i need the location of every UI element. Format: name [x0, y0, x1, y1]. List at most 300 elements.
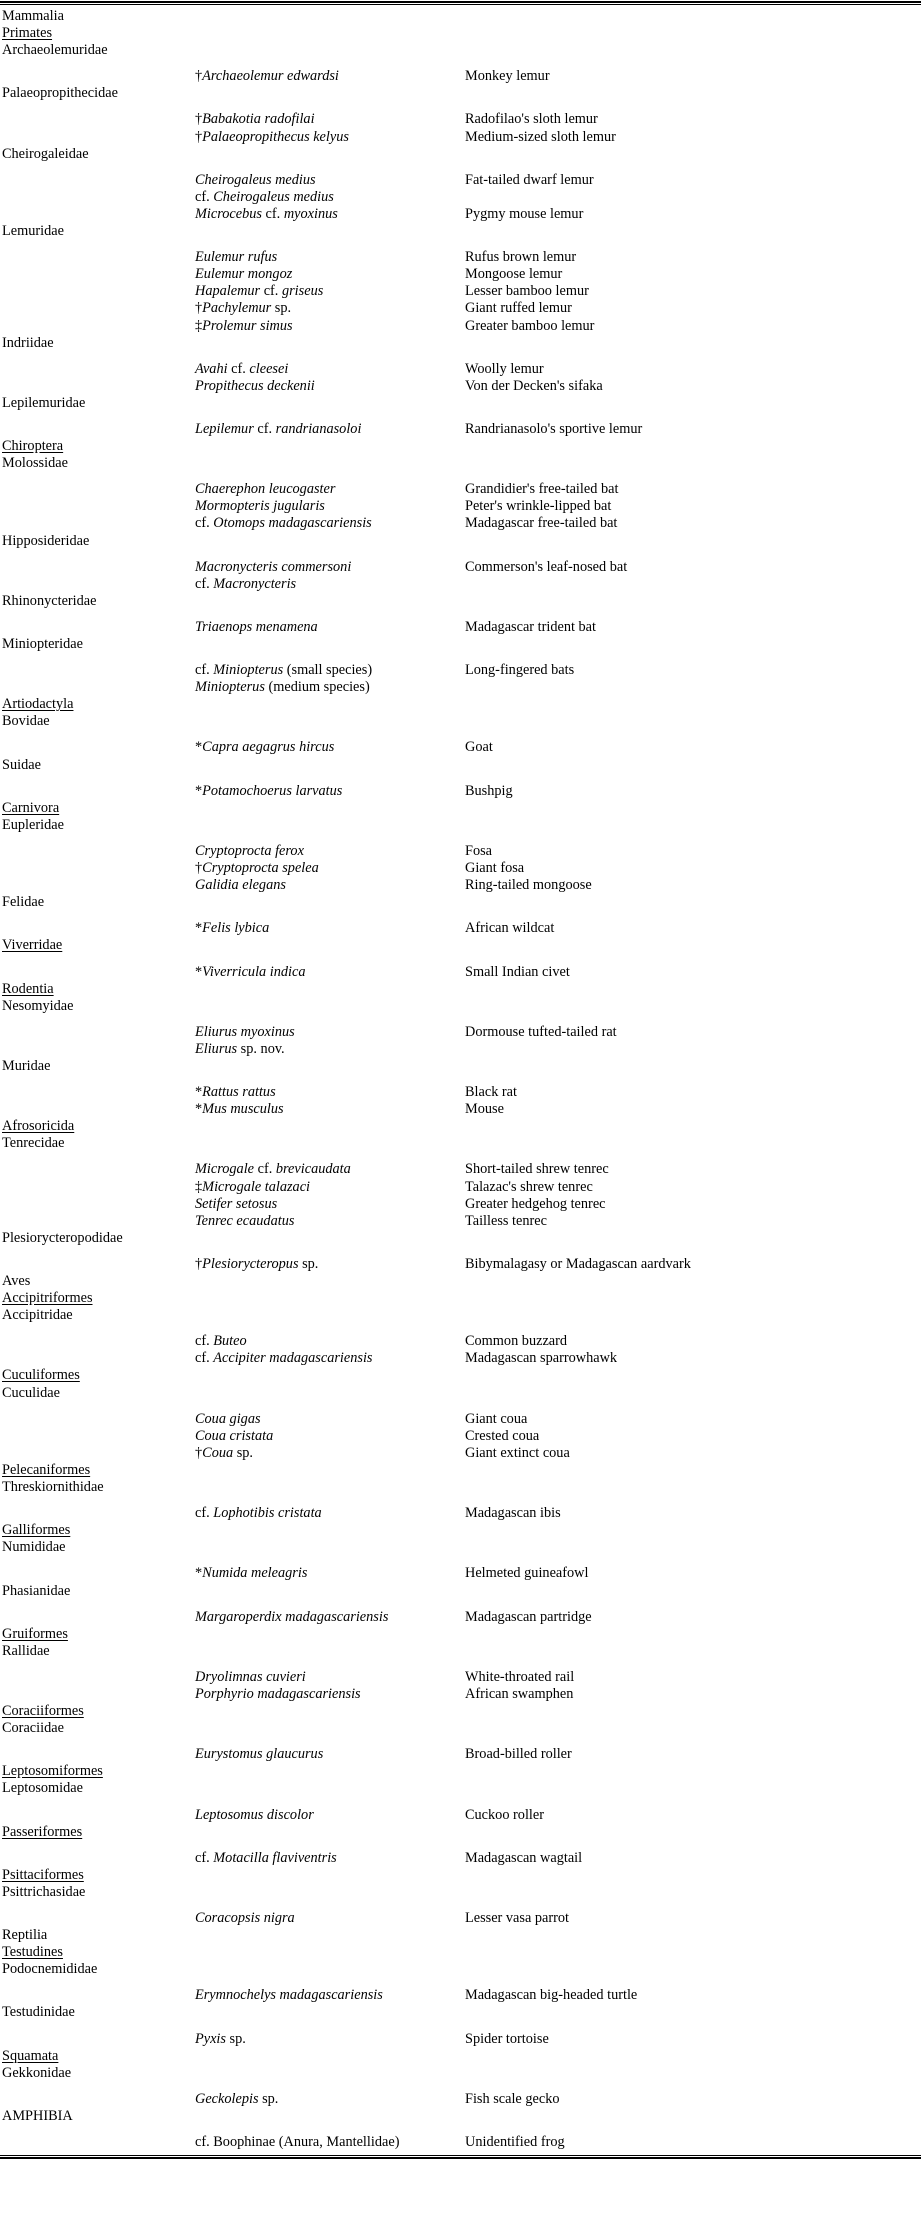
table-row-order [0, 1367, 921, 1384]
row-spacer [0, 653, 921, 662]
taxon-name [195, 739, 334, 756]
taxon-scientific-name: Lophotibis cristata [213, 1505, 322, 1522]
taxon-name [195, 783, 342, 800]
common-name: Monkey lemur [465, 68, 550, 85]
taxon-scientific-name: Macronycteris [213, 575, 297, 592]
table-row-class [0, 8, 921, 25]
family-name: Psittrichasidae [2, 1883, 86, 1900]
taxon-scientific-name: Archaeolemur edwardsi [202, 68, 339, 85]
taxon-name [195, 1333, 247, 1350]
taxon-name [195, 481, 335, 498]
order-name: Pelecaniformes [2, 1461, 91, 1478]
table-row-order [0, 800, 921, 817]
taxon-name [195, 1196, 277, 1213]
taxon-status-marker: ‡ [195, 1178, 203, 1195]
table-row-order [0, 1626, 921, 1643]
taxon-qualifier-mid: cf. [253, 420, 276, 437]
table-row-taxon [0, 189, 921, 206]
taxon-name [195, 1084, 276, 1101]
taxon-species-epithet: brevicaudata [275, 1161, 351, 1178]
common-name: White-throated rail [465, 1668, 575, 1685]
table-row-taxon [0, 1850, 921, 1867]
family-name: Muridae [2, 1057, 51, 1074]
family-name: Rallidae [2, 1642, 50, 1659]
order-name: Rodentia [2, 980, 54, 997]
table-row-order [0, 1824, 921, 1841]
family-name: Lemuridae [2, 223, 64, 240]
common-name: Spider tortoise [465, 2030, 549, 2047]
table-row-family [0, 1583, 921, 1600]
row-spacer [0, 610, 921, 619]
common-name: Randrianasolo's sportive lemur [465, 420, 643, 437]
taxon-scientific-name: Chaerephon leucogaster [195, 481, 336, 498]
common-name: Radofilao's sloth lemur [465, 111, 598, 128]
common-name: Grandidier's free-tailed bat [465, 481, 619, 498]
family-name: Rhinonycteridae [2, 592, 97, 609]
common-name: Madagascar free-tailed bat [465, 515, 618, 532]
table-row-family [0, 636, 921, 653]
taxon-qualifier: cf. [195, 1333, 214, 1350]
row-spacer [0, 1152, 921, 1161]
table-row-taxon [0, 1196, 921, 1213]
table-row-order [0, 981, 921, 998]
table-row-taxon [0, 920, 921, 937]
taxon-name [195, 515, 372, 532]
table-row-family [0, 1961, 921, 1978]
taxon-name [195, 2091, 278, 2108]
taxon-scientific-name: Babakotia radofilai [202, 111, 315, 128]
taxon-status-marker: * [195, 963, 203, 980]
row-spacer [0, 1402, 921, 1411]
taxon-scientific-name: Cryptoprocta ferox [195, 842, 304, 859]
taxon-qualifier-mid: cf. [254, 1161, 276, 1178]
row-spacer [0, 102, 921, 111]
table-row-taxon [0, 361, 921, 378]
order-name: Carnivora [2, 799, 60, 816]
family-name: Gekkonidae [2, 2064, 72, 2081]
table-row-taxon [0, 1807, 921, 1824]
order-name: Chiroptera [2, 438, 64, 455]
table-row-taxon [0, 1686, 921, 1703]
table-row-class [0, 1927, 921, 1944]
taxon-scientific-name: Cheirogaleus medius [195, 171, 316, 188]
taxon-name [195, 877, 286, 894]
common-name: Madagascan ibis [465, 1505, 561, 1522]
taxon-scientific-name: Microcebus [195, 205, 262, 222]
common-name: Woolly lemur [465, 360, 544, 377]
table-row-taxon [0, 111, 921, 128]
taxon-status-marker: † [195, 128, 203, 145]
class-name: Aves [2, 1273, 31, 1289]
table-row-taxon [0, 679, 921, 696]
order-name: Viverridae [2, 937, 63, 954]
common-name: Small Indian civet [465, 963, 570, 980]
table-row-order [0, 1290, 921, 1307]
taxon-scientific-name: Accipiter madagascariensis [213, 1350, 373, 1367]
table-row-taxon [0, 1024, 921, 1041]
taxon-name [195, 1041, 285, 1058]
taxon-name [195, 1411, 261, 1428]
taxon-name [195, 1179, 310, 1196]
table-row-family [0, 1135, 921, 1152]
taxon-scientific-name: Dryolimnas cuvieri [195, 1668, 306, 1685]
taxon-status-marker: * [195, 739, 203, 756]
common-name: Fat-tailed dwarf lemur [465, 171, 594, 188]
taxon-suffix: sp. [271, 300, 292, 317]
taxon-scientific-name: Macronycteris commersoni [195, 558, 352, 575]
family-name: Numididae [2, 1539, 66, 1556]
taxon-scientific-name: Motacilla flaviventris [213, 1849, 337, 1866]
table-row-family [0, 42, 921, 59]
common-name: Long-fingered bats [465, 662, 575, 679]
taxon-name [195, 1505, 322, 1522]
order-name: Passeriformes [2, 1823, 83, 1840]
taxon-name [195, 1850, 337, 1867]
taxon-name [195, 1213, 294, 1230]
row-spacer [0, 472, 921, 481]
common-name: Ring-tailed mongoose [465, 877, 592, 894]
common-name: Broad-billed roller [465, 1746, 572, 1763]
common-name: Mongoose lemur [465, 266, 563, 283]
taxon-name [195, 679, 370, 696]
table-row-taxon [0, 1179, 921, 1196]
table-row-taxon [0, 1609, 921, 1626]
table-row-taxon [0, 481, 921, 498]
taxon-name [195, 1807, 314, 1824]
row-spacer [0, 730, 921, 739]
taxon-scientific-name: Coracopsis nigra [195, 1910, 295, 1926]
family-name: Plesiorycteropodidae [2, 1229, 123, 1246]
table-row-family [0, 2004, 921, 2021]
table-row-family [0, 757, 921, 774]
table-row-taxon [0, 1565, 921, 1582]
common-name: Medium-sized sloth lemur [465, 128, 616, 145]
taxon-scientific-name: Miniopterus [213, 662, 284, 679]
table-row-family [0, 593, 921, 610]
row-spacer [0, 1556, 921, 1565]
row-spacer [0, 1324, 921, 1333]
common-name: Fosa [465, 842, 493, 859]
table-row-class [0, 2108, 921, 2125]
order-name: Gruiformes [2, 1625, 68, 1642]
taxon-status-marker: † [195, 860, 203, 877]
common-name: Madagascan partridge [465, 1608, 592, 1625]
row-spacer [0, 1737, 921, 1746]
taxon-name [195, 206, 338, 223]
taxon-qualifier-mid: cf. [260, 283, 282, 300]
taxon-name [195, 378, 315, 395]
taxon-scientific-name: Cheirogaleus medius [213, 188, 334, 205]
table-row-family [0, 894, 921, 911]
taxon-scientific-name: Buteo [213, 1333, 247, 1350]
taxon-name [195, 1445, 253, 1462]
taxon-suffix: (medium species) [264, 679, 370, 696]
table-row-family [0, 998, 921, 1015]
row-spacer [0, 911, 921, 920]
common-name: African swamphen [465, 1685, 574, 1702]
taxon-status-marker: † [195, 1444, 203, 1461]
order-name: Testudines [2, 1944, 63, 1961]
taxon-status-marker: † [195, 300, 203, 317]
taxon-species-epithet: cleesei [249, 360, 289, 377]
taxon-qualifier-mid: cf. [227, 360, 250, 377]
taxon-suffix: sp. [258, 2090, 279, 2107]
taxon-name [195, 1161, 351, 1178]
table-row-order [0, 1462, 921, 1479]
table-row-family [0, 1539, 921, 1556]
taxon-scientific-name: Lepilemur [195, 420, 254, 437]
common-name: Rufus brown lemur [465, 249, 577, 266]
table-row-taxon [0, 860, 921, 877]
row-spacer [0, 1496, 921, 1505]
taxon-name [195, 498, 325, 515]
table-row-taxon [0, 206, 921, 223]
taxon-qualifier: cf. [195, 515, 214, 532]
table-row-taxon [0, 1445, 921, 1462]
order-name: Squamata [2, 2047, 59, 2064]
table-row-family [0, 2065, 921, 2082]
class-name: AMPHIBIA [2, 2107, 73, 2124]
taxon-name [195, 559, 351, 576]
table-row-taxon [0, 1669, 921, 1686]
table-row-taxon [0, 1213, 921, 1230]
taxon-scientific-name: Mormopteris jugularis [195, 498, 325, 515]
table-row-family [0, 1385, 921, 1402]
row-spacer [0, 1841, 921, 1850]
taxon-qualifier: cf. [195, 1849, 214, 1866]
common-name: Black rat [465, 1084, 518, 1101]
taxon-scientific-name: Numida meleagris [202, 1565, 308, 1582]
table-row-taxon [0, 877, 921, 894]
taxon-scientific-name: Avahi [195, 360, 228, 377]
taxon-scientific-name: Leptosomus discolor [195, 1806, 314, 1823]
taxon-scientific-name: Palaeopropithecus kelyus [202, 128, 349, 145]
order-name: Afrosoricida [2, 1118, 75, 1135]
common-name: Fish scale gecko [465, 2090, 560, 2107]
common-name: Short-tailed shrew tenrec [465, 1161, 609, 1178]
common-name: Pygmy mouse lemur [465, 205, 584, 222]
row-spacer [0, 1798, 921, 1807]
taxon-scientific-name: Geckolepis [195, 2090, 259, 2107]
table-row-taxon [0, 1428, 921, 1445]
table-row-family [0, 1230, 921, 1247]
common-name: African wildcat [465, 920, 555, 937]
taxon-scientific-name: Potamochoerus larvatus [202, 782, 343, 799]
taxon-scientific-name: Eurystomus glaucurus [195, 1746, 324, 1763]
row-spacer [0, 2082, 921, 2091]
taxon-scientific-name: Porphyrio madagascariensis [195, 1685, 361, 1702]
class-name: Reptilia [2, 1927, 48, 1944]
order-name: Leptosomiformes [2, 1763, 103, 1780]
table-row-family [0, 395, 921, 412]
family-name: Cuculidae [2, 1384, 60, 1401]
common-name: Giant coua [465, 1410, 528, 1427]
family-name: Threskiornithidae [2, 1479, 104, 1496]
taxon-suffix: sp. [298, 1255, 319, 1272]
table-row-taxon [0, 843, 921, 860]
common-name: Peter's wrinkle-lipped bat [465, 498, 612, 515]
taxon-name [195, 283, 323, 300]
taxon-qualifier: cf. [195, 188, 214, 205]
family-name: Eupleridae [2, 816, 64, 833]
table-row-family [0, 223, 921, 240]
table-row-family [0, 817, 921, 834]
common-name: Crested coua [465, 1427, 540, 1444]
table-row-taxon [0, 1256, 921, 1273]
taxon-scientific-name: Erymnochelys madagascariensis [195, 1987, 383, 2004]
table-row-class [0, 1273, 921, 1290]
common-name: Helmeted guineafowl [465, 1565, 589, 1582]
common-name: Dormouse tufted-tailed rat [465, 1023, 617, 1040]
row-spacer [0, 352, 921, 361]
taxon-status-marker: † [195, 1255, 203, 1272]
table-row-family [0, 455, 921, 472]
class-name: Mammalia [2, 8, 64, 24]
common-name: Greater bamboo lemur [465, 317, 595, 334]
common-name: Tailless tenrec [465, 1212, 547, 1229]
table-row-taxon [0, 2134, 921, 2151]
taxon-scientific-name: Coua gigas [195, 1410, 261, 1427]
row-spacer [0, 1660, 921, 1669]
common-name: Giant ruffed lemur [465, 300, 572, 317]
taxon-suffix: (small species) [283, 662, 373, 679]
taxon-scientific-name: Rattus rattus [202, 1084, 276, 1101]
order-name: Galliformes [2, 1522, 71, 1539]
taxon-scientific-name: Mus musculus [202, 1101, 284, 1118]
taxon-qualifier: cf. [195, 1350, 214, 1367]
table-row-order [0, 1763, 921, 1780]
family-name: Tenrecidae [2, 1135, 65, 1152]
common-name: Giant extinct coua [465, 1444, 570, 1461]
taxon-scientific-name: Plesiorycteropus [202, 1255, 299, 1272]
table-row-order [0, 937, 921, 954]
family-name: Testudinidae [2, 2004, 75, 2021]
table-row-taxon [0, 1084, 921, 1101]
common-name: Madagascan wagtail [465, 1849, 583, 1866]
common-name: Madagascan big-headed turtle [465, 1987, 638, 2004]
family-name: Archaeolemuridae [2, 42, 108, 59]
taxon-scientific-name: Capra aegagrus hircus [202, 739, 335, 756]
common-name: Bushpig [465, 782, 513, 799]
taxon-name [195, 2031, 246, 2048]
taxonomic-table [0, 1, 921, 2222]
table-row-taxon [0, 1987, 921, 2004]
taxon-name [195, 1686, 361, 1703]
table-row-taxon [0, 1161, 921, 1178]
taxon-scientific-name: Tenrec ecaudatus [195, 1212, 295, 1229]
row-spacer [0, 1600, 921, 1609]
taxon-scientific-name: Prolemur simus [202, 317, 293, 334]
taxon-species-epithet: randrianasoloi [275, 420, 362, 437]
table-row-order [0, 1522, 921, 1539]
taxon-scientific-name: Miniopterus [195, 679, 265, 696]
table-row-taxon [0, 619, 921, 636]
taxon-scientific-name: Pyxis [195, 2030, 226, 2047]
taxon-scientific-name: Propithecus deckenii [195, 377, 315, 394]
taxon-name [195, 1024, 295, 1041]
taxon-name [195, 68, 339, 85]
taxon-scientific-name: Otomops madagascariensis [213, 515, 372, 532]
row-spacer [0, 1075, 921, 1084]
table-row-family [0, 146, 921, 163]
table-row-family [0, 713, 921, 730]
order-name: Psittaciformes [2, 1866, 84, 1883]
taxon-scientific-name: Eulemur mongoz [195, 266, 293, 283]
table-bottom-rule [0, 2155, 921, 2159]
table-row-order [0, 1944, 921, 1961]
table-row-taxon [0, 249, 921, 266]
taxon-scientific-name: Triaenops menamena [195, 618, 318, 635]
common-name: Lesser bamboo lemur [465, 283, 589, 300]
taxon-status-marker: † [195, 68, 203, 85]
table-row-family [0, 1058, 921, 1075]
taxon-name [195, 1256, 318, 1273]
family-name: Suidae [2, 756, 41, 773]
taxon-scientific-name: Viverricula indica [202, 963, 306, 980]
family-name: Phasianidae [2, 1582, 71, 1599]
table-row-family [0, 1307, 921, 1324]
common-name: Cuckoo roller [465, 1806, 545, 1823]
taxon-suffix: sp. [233, 1444, 254, 1461]
order-name: Coraciiformes [2, 1703, 84, 1720]
common-name: Giant fosa [465, 860, 525, 877]
taxon-scientific-name: Eliurus [195, 1040, 238, 1057]
table-row-taxon [0, 1746, 921, 1763]
taxon-scientific-name: Coua cristata [195, 1427, 274, 1444]
common-name: Common buzzard [465, 1333, 568, 1350]
taxon-qualifier: cf. Boophinae (Anura, Mantellidae) [195, 2134, 400, 2151]
table-row-taxon [0, 300, 921, 317]
table-row-order [0, 1118, 921, 1135]
row-spacer [0, 955, 921, 964]
table-row-taxon [0, 1411, 921, 1428]
table-row-order [0, 696, 921, 713]
row-spacer [0, 59, 921, 68]
table-row-taxon [0, 964, 921, 981]
taxon-name [195, 1746, 323, 1763]
taxon-status-marker: * [195, 920, 203, 937]
taxon-name [195, 576, 296, 593]
table-row-order [0, 1867, 921, 1884]
table-row-taxon [0, 266, 921, 283]
table-row-taxon [0, 283, 921, 300]
taxon-qualifier-mid: cf. [261, 205, 284, 222]
taxon-name [195, 249, 277, 266]
table-row-taxon [0, 1910, 921, 1927]
table-row-taxon [0, 498, 921, 515]
table-row-taxon [0, 1041, 921, 1058]
taxon-scientific-name: Pachylemur [202, 300, 272, 317]
table-row-family [0, 533, 921, 550]
family-name: Nesomyidae [2, 997, 74, 1014]
family-name: Indriidae [2, 334, 54, 351]
taxon-name [195, 1565, 307, 1582]
table-row-order [0, 438, 921, 455]
family-name: Podocnemididae [2, 1961, 98, 1978]
common-name: Madagascar trident bat [465, 618, 596, 635]
family-name: Bovidae [2, 713, 50, 730]
table-row-family [0, 335, 921, 352]
table-row-taxon [0, 662, 921, 679]
taxon-scientific-name: Galidia elegans [195, 877, 286, 894]
taxon-name [195, 860, 319, 877]
family-name: Hipposideridae [2, 532, 90, 549]
taxon-name [195, 1350, 373, 1367]
taxon-scientific-name: Microgale [195, 1161, 255, 1178]
taxon-status-marker: * [195, 782, 203, 799]
taxon-name [195, 1987, 383, 2004]
taxon-status-marker: * [195, 1565, 203, 1582]
